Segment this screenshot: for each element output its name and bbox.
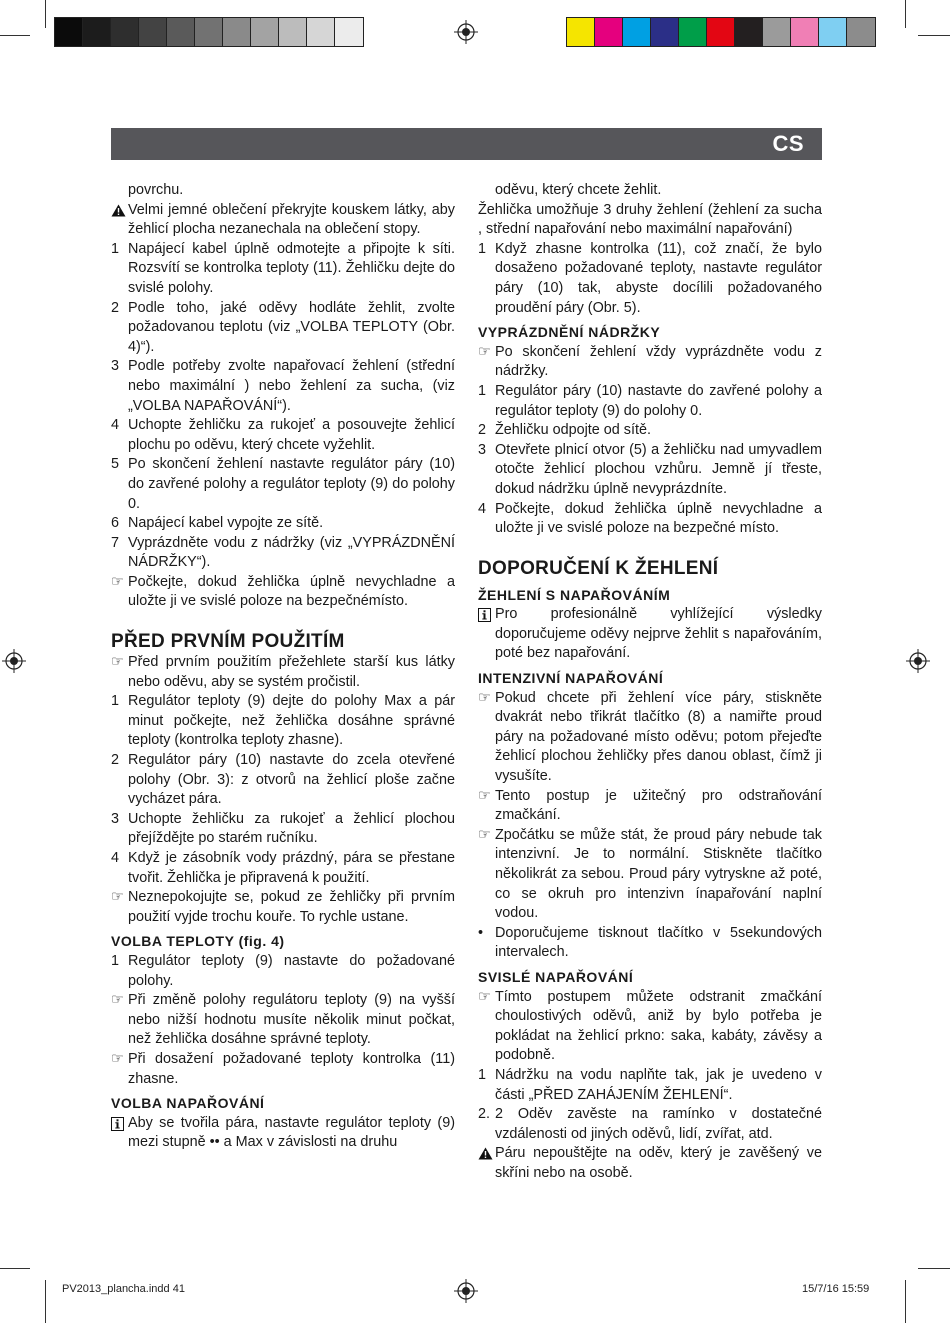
language-code: CS [772, 131, 804, 156]
step-text: Napájecí kabel vypojte ze sítě. [128, 515, 324, 532]
step-number: 3 [111, 810, 120, 827]
swatch [55, 18, 83, 46]
list-item [111, 240, 455, 299]
bullet-text: Doporučujeme tisknout tlačítko v 5sekundových intervalech. [495, 924, 822, 961]
pointing-hand-icon: ☞ [111, 1050, 124, 1067]
swatch [595, 18, 623, 46]
swatch [819, 18, 847, 46]
info-item [111, 1114, 455, 1153]
pointing-hand-icon: ☞ [111, 889, 124, 906]
step-text: Po skončení žehlení nastavte regulátor páry (10) do zavřené polohy a regulátor teploty (9) do polohy 0. [128, 456, 455, 512]
list-item [478, 240, 822, 318]
step-number: 1 [478, 240, 487, 257]
note-item [478, 826, 822, 924]
crop-mark [0, 1268, 30, 1269]
swatch [251, 18, 279, 46]
note-text: Pokud chcete při žehlení více páry, stiskněte dvakrát nebo třikrát tlačítko (8) a namiřte proud páry na požadované místo oděvu; potom přejeďte žehlicí plochou žehličky přes danou oblast, čímž ji vysušíte. [495, 689, 822, 785]
crop-mark [45, 0, 46, 28]
registration-mark-icon [454, 1279, 478, 1303]
swatch [847, 18, 875, 46]
list-item [478, 382, 822, 421]
step-number: 2. [478, 1106, 491, 1123]
swatch [763, 18, 791, 46]
info-text: Aby se tvořila pára, nastavte regulátor teploty (9) mezi stupně •• a Max v závislosti na druhu [128, 1114, 455, 1151]
list-item [111, 751, 455, 810]
step-number: 1 [478, 382, 487, 399]
subsection-heading: SVISLÉ NAPAŘOVÁNÍ [478, 968, 634, 985]
step-text: Žehličku odpojte od sítě. [495, 422, 651, 439]
step-text: Napájecí kabel úplně odmotejte a připojte k síti. Rozsvítí se kontrolka teploty (11). Žehličku dejte do svislé polohy. [128, 240, 455, 296]
list-item [111, 416, 455, 455]
info-text: Pro profesionálně vyhlížející výsledky doporučujeme oděvy nejprve žehlit s napařováním, poté bez napařování. [495, 606, 822, 662]
step-number: 1 [111, 693, 120, 710]
note-text: Tímto postupem můžete odstranit zmačkání choulostivých oděvů, aniž by bylo potřeba je pokládat na žehlicí prkno: saka, kabáty, závěsy a podobně. [495, 988, 822, 1064]
note-text: Neznepokojujte se, pokud ze žehličky při prvním použití vyjde trochu kouře. To rychle ustane. [128, 889, 455, 925]
step-number: 4 [111, 850, 120, 866]
step-text: Regulátor páry (10) nastavte do zcela otevřené polohy (Obr. 3): z otvorů na žehlicí ploše začne vycházet pára. [128, 752, 455, 808]
warning-item [111, 201, 455, 240]
note-item [111, 653, 455, 692]
pointing-hand-icon: ☞ [111, 654, 124, 671]
swatch [307, 18, 335, 46]
file-slug: PV2013_plancha.indd 41 [62, 1283, 185, 1295]
step-number: 3 [111, 358, 120, 375]
note-item [478, 787, 822, 826]
list-item [478, 1105, 822, 1144]
list-item [478, 1066, 822, 1105]
info-item [478, 605, 822, 664]
registration-mark-icon [454, 20, 478, 44]
warning-icon [111, 201, 128, 217]
pointing-hand-icon: ☞ [478, 787, 491, 804]
step-text: 2 Oděv zavěste na ramínko v dostatečné vzdálenosti od jiných oděvů, lidí, zvířat, atd. [495, 1106, 822, 1142]
step-number: 1 [111, 952, 120, 969]
list-item [111, 299, 455, 358]
list-item [478, 421, 822, 441]
registration-mark-icon [2, 649, 26, 673]
paragraph: Žehlička umožňuje 3 druhy žehlení (žehlení za sucha , střední napařování nebo maximální napařování) [478, 201, 822, 238]
crop-mark [905, 1280, 906, 1323]
paragraph: povrchu. [128, 182, 184, 198]
print-date: 15/7/16 15:59 [802, 1283, 870, 1295]
swatch [735, 18, 763, 46]
step-text: Počkejte, dokud žehlička úplně nevychladne a uložte ji ve svislé poloze na bezpečné místo. [495, 500, 822, 537]
step-text: Uchopte žehličku za rukojeť a posouvejte žehlicí plochu po oděvu, který chcete vyžehlit. [128, 417, 455, 453]
subsection-heading: VOLBA NAPAŘOVÁNÍ [111, 1095, 265, 1112]
note-item [111, 888, 455, 927]
list-item [111, 692, 455, 751]
info-icon [478, 605, 495, 622]
swatch [83, 18, 111, 46]
swatch [651, 18, 679, 46]
swatch [139, 18, 167, 46]
language-header-band [111, 128, 822, 160]
step-text: Podle toho, jaké oděvy hodláte žehlit, zvolte požadovanou teplotu (viz „VOLBA TEPLOTY (Obr. 4)“). [128, 299, 455, 355]
swatch [335, 18, 363, 46]
note-text: Po skončení žehlení vždy vyprázdněte vodu z nádržky. [495, 343, 822, 380]
step-text: Regulátor teploty (9) nastavte do požadované polohy. [128, 952, 455, 989]
step-text: Nádržku na vodu naplňte tak, jak je uvedeno v části „PŘED ZAHÁJENÍM ŽEHLENÍ“. [495, 1066, 822, 1103]
step-number: 1 [478, 1066, 487, 1083]
list-item [478, 441, 822, 500]
crop-mark [918, 1268, 950, 1269]
crop-mark [905, 0, 906, 28]
step-text: Když zhasne kontrolka (11), což značí, že bylo dosaženo požadované teploty, nastavte regulátor páry (10) tak, abyste docílili požadovaného proudění páry (Obr. 5). [495, 240, 822, 316]
pointing-hand-icon: ☞ [111, 573, 124, 590]
subsection-heading: INTENZIVNÍ NAPAŘOVÁNÍ [478, 670, 664, 687]
grayscale-calibration-bar [54, 17, 364, 47]
list-item [111, 534, 455, 573]
swatch [791, 18, 819, 46]
info-icon [111, 1114, 128, 1131]
step-number: 4 [111, 417, 120, 434]
swatch [567, 18, 595, 46]
swatch [111, 18, 139, 46]
step-number: 1 [111, 240, 120, 257]
crop-mark [0, 35, 30, 36]
pointing-hand-icon: ☞ [478, 343, 491, 360]
subsection-heading: ŽEHLENÍ S NAPAŘOVÁNÍM [478, 586, 671, 603]
warning-item [478, 1144, 822, 1183]
list-item [111, 810, 455, 849]
step-number: 6 [111, 515, 120, 532]
note-item [111, 573, 455, 612]
section-heading: DOPORUČENÍ K ŽEHLENÍ [478, 557, 719, 579]
step-number: 5 [111, 456, 120, 473]
left-column [111, 181, 455, 1153]
subsection-heading: VYPRÁZDNĚNÍ NÁDRŽKY [478, 324, 661, 341]
registration-mark-icon [906, 649, 930, 673]
note-text: Tento postup je užitečný pro odstraňování zmačkání. [495, 787, 822, 824]
note-item [111, 1050, 455, 1089]
subsection-heading: VOLBA TEPLOTY (fig. 4) [111, 933, 285, 950]
list-item [111, 952, 455, 991]
pointing-hand-icon: ☞ [478, 988, 491, 1005]
paragraph: oděvu, který chcete žehlit. [495, 182, 662, 198]
note-item [478, 689, 822, 787]
swatch [679, 18, 707, 46]
step-text: Uchopte žehličku za rukojeť a žehlicí plochou přejíždějte po starém ručníku. [128, 810, 455, 847]
list-item [111, 514, 455, 534]
warning-text: Páru nepouštějte na oděv, který je zavěšený ve skříni nebo na osobě. [495, 1145, 822, 1181]
step-text: Otevřete plnicí otvor (5) a žehličku nad umyvadlem otočte žehlicí plochou vzhůru. Jemně jí třeste, dokud nádržku úplně nevyprázdníte. [495, 441, 822, 497]
note-item [478, 343, 822, 382]
step-number: 3 [478, 441, 487, 458]
right-column [478, 181, 822, 1184]
swatch [167, 18, 195, 46]
swatch [623, 18, 651, 46]
note-item [478, 988, 822, 1066]
swatch [279, 18, 307, 46]
step-number: 2 [111, 299, 120, 316]
list-item [111, 849, 455, 888]
list-item [111, 357, 455, 416]
step-text: Podle potřeby zvolte napařovací žehlení (střední nebo maximální ) nebo žehlení za sucha, (viz „VOLBA NAPAŘOVÁNÍ“). [128, 358, 455, 414]
list-item [111, 455, 455, 514]
step-text: Vyprázdněte vodu z nádržky (viz „VYPRÁZDNĚNÍ NÁDRŽKY“). [128, 534, 455, 571]
step-number: 2 [478, 422, 487, 439]
step-number: 7 [111, 534, 120, 551]
pointing-hand-icon: ☞ [111, 992, 124, 1009]
step-text: Když je zásobník vody prázdný, pára se přestane tvořit. Žehlička je připravená k použití. [128, 850, 455, 886]
note-text: Při dosažení požadované teploty kontrolka (11) zhasne. [128, 1050, 455, 1087]
note-text: Před prvním použitím přežehlete starší kus látky nebo oděvu, aby se systém pročistil. [128, 654, 455, 690]
warning-text: Velmi jemné oblečení překryjte kouskem látky, aby žehlicí plocha nezanechala na oblečení stopy. [128, 201, 455, 238]
note-text: Počkejte, dokud žehlička úplně nevychladne a uložte ji ve svislé poloze na bezpečnémísto. [128, 573, 455, 610]
swatch [707, 18, 735, 46]
swatch [223, 18, 251, 46]
note-item [111, 991, 455, 1050]
crop-mark [918, 35, 950, 36]
step-number: 4 [478, 500, 487, 517]
swatch [195, 18, 223, 46]
note-text: Zpočátku se může stát, že proud páry nebude tak intenzivní. Je to normální. Stiskněte tlačítko několikrát za sebou. Proud páry vytryskne až poté, co se okruh pro intenzivn ínapařování naplní vodou. [495, 826, 822, 922]
step-text: Regulátor páry (10) nastavte do zavřené polohy a regulátor teploty (9) do polohy 0. [495, 382, 822, 419]
bullet-icon: • [478, 924, 484, 941]
note-text: Při změně polohy regulátoru teploty (9) na vyšší nebo nižší hodnotu musíte několik minut počkat, než žehlička dosáhne správné teploty. [128, 992, 455, 1048]
crop-mark [45, 1280, 46, 1323]
pointing-hand-icon: ☞ [478, 689, 491, 706]
bullet-item [478, 924, 822, 963]
step-text: Regulátor teploty (9) dejte do polohy Max a pár minut počkejte, než žehlička dosáhne správné teploty (kontrolka teploty zhasne). [128, 693, 455, 749]
pointing-hand-icon: ☞ [478, 826, 491, 843]
color-calibration-bar [566, 17, 876, 47]
step-number: 2 [111, 752, 120, 769]
warning-icon [478, 1144, 495, 1160]
section-heading: PŘED PRVNÍM POUŽITÍM [111, 631, 345, 653]
list-item [478, 500, 822, 539]
